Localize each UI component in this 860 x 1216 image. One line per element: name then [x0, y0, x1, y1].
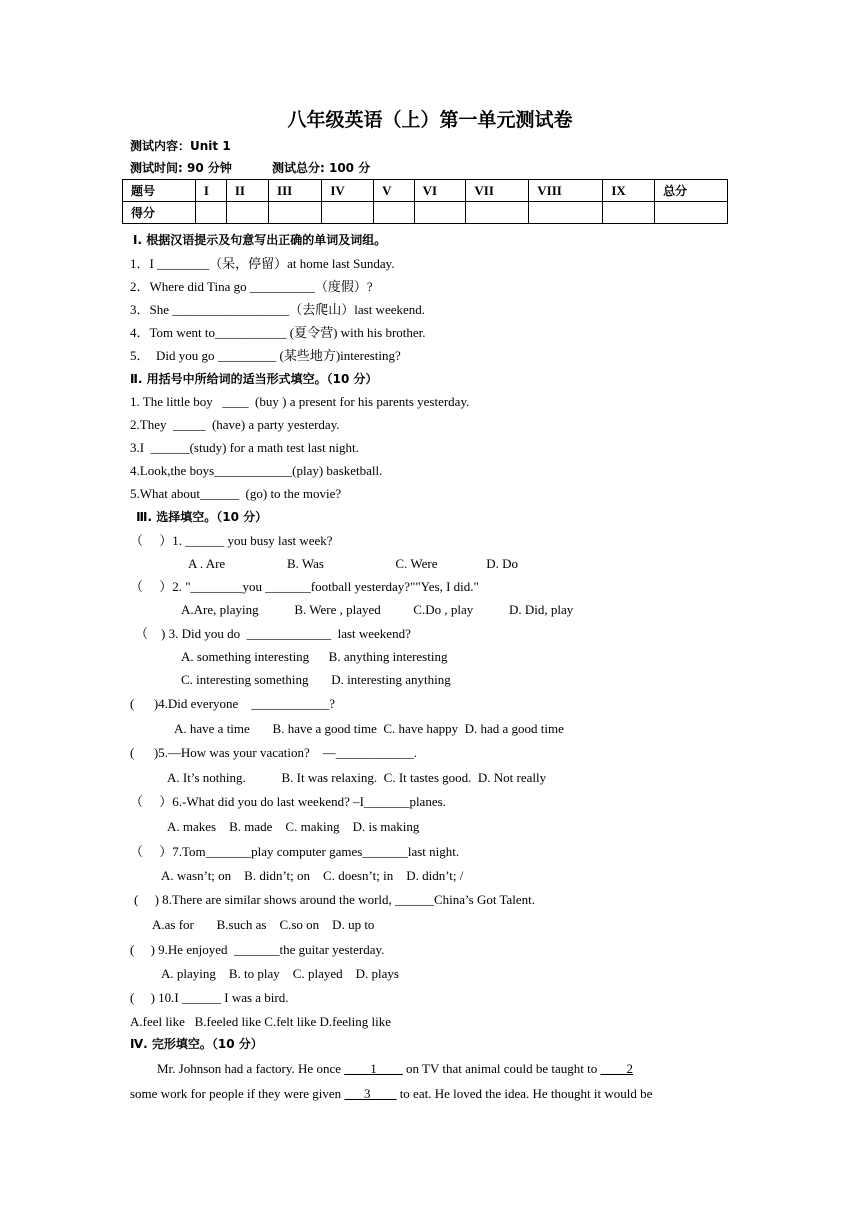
question-item: 3.I ______(study) for a math test last night. [130, 440, 359, 455]
question-item: 5． Did you go _________ (某些地方)interesting? [130, 348, 401, 363]
header-cell: 总分 [655, 180, 728, 202]
score-table-score-row [123, 202, 728, 224]
header-cell: VIII [529, 180, 603, 202]
test-time: 测试时间: 90 分钟 [130, 161, 232, 175]
answer-options: A. have a time B. have a good time C. have happy D. had a good time [174, 721, 564, 736]
question-item: ( ) 9.He enjoyed _______the guitar yesterday. [130, 942, 385, 957]
question-item: 5.What about______ (go) to the movie? [130, 486, 342, 501]
question-item: ( ) 10.I ______ I was a bird. [130, 990, 289, 1005]
cloze-paragraph-line-1 [157, 1061, 633, 1077]
score-row-label: 得分 [123, 202, 196, 224]
page-title: 八年级英语（上）第一单元测试卷 [287, 109, 573, 131]
section-2-heading: Ⅱ. 用括号中所给词的适当形式填空。（10 分） [130, 372, 378, 386]
question-item: ( )4.Did everyone ____________? [130, 696, 336, 711]
section-1-heading: Ⅰ. 根据汉语提示及句意写出正确的单词及词组。 [133, 233, 387, 247]
question-item: 1. The little boy ____ (buy ) a present for his parents yesterday. [130, 394, 470, 409]
section-4-heading: Ⅳ. 完形填空。（10 分） [130, 1037, 263, 1051]
cloze-blank-2: ____2 [600, 1061, 633, 1076]
answer-options: A. makes B. made C. making D. is making [167, 819, 420, 834]
header-cell: IV [322, 180, 374, 202]
header-cell: VI [414, 180, 466, 202]
cloze-text: to eat. He loved the idea. He thought it would be [396, 1086, 653, 1101]
question-item: 3．She __________________（去爬山）last weekend. [130, 302, 426, 317]
header-cell: IX [603, 180, 655, 202]
cloze-text: Mr. Johnson had a factory. He once [157, 1061, 345, 1076]
cloze-blank-3: ___3____ [344, 1086, 397, 1101]
score-cell[interactable] [603, 202, 655, 224]
section-3-heading: Ⅲ. 选择填空。（10 分） [132, 510, 268, 524]
answer-options: A.Are, playing B. Were , played C.Do , play D. Did, play [181, 602, 574, 617]
answer-options: A. wasn’t; on B. didn’t; on C. doesn’t; in D. didn’t; / [161, 868, 464, 883]
answer-options: A . Are B. Was C. Were D. Do [188, 556, 518, 571]
test-total-score: 测试总分: 100 分 [272, 161, 371, 175]
cloze-text: some work for people if they were given [130, 1086, 345, 1101]
answer-options: A.feel like B.feeled like C.felt like D.feeling like [130, 1014, 391, 1029]
test-content: 测试内容：Unit 1 [130, 139, 231, 153]
score-table-header-row [123, 180, 728, 202]
header-cell: III [269, 180, 322, 202]
score-cell[interactable] [269, 202, 322, 224]
question-item: 2．Where did Tina go __________（度假）? [130, 279, 373, 294]
question-item: （ ）6.-What did you do last weekend? –I_______planes. [130, 794, 446, 809]
cloze-paragraph-line-2 [130, 1086, 652, 1102]
header-cell: 题号 [123, 180, 196, 202]
score-table [122, 179, 728, 224]
question-item: 4.Look,the boys____________(play) basketball. [130, 463, 383, 478]
question-item: （ ）1. ______ you busy last week? [130, 533, 333, 548]
answer-options: A. something interesting B. anything interesting [181, 649, 448, 664]
score-cell[interactable] [322, 202, 374, 224]
question-item: 4．Tom went to___________ (夏令营) with his brother. [130, 325, 426, 340]
answer-options: A. It’s nothing. B. It was relaxing. C. It tastes good. D. Not really [167, 770, 547, 785]
score-cell[interactable] [414, 202, 466, 224]
question-item: ( )5.—How was your vacation? —____________. [130, 745, 418, 760]
cloze-blank-1: ____1____ [344, 1061, 403, 1076]
question-item: （ ) 3. Did you do _____________ last weekend? [135, 626, 411, 641]
header-cell: VII [466, 180, 529, 202]
score-cell[interactable] [374, 202, 415, 224]
question-item: （ ）2. "________you _______football yesterday?""Yes, I did." [130, 579, 479, 594]
question-item: 1．I ________（呆，停留）at home last Sunday. [130, 256, 395, 271]
question-item: ( ) 8.There are similar shows around the world, ______China’s Got Talent. [134, 892, 536, 907]
score-cell[interactable] [529, 202, 603, 224]
score-cell[interactable] [655, 202, 728, 224]
header-cell: I [195, 180, 226, 202]
cloze-text: on TV that animal could be taught to [402, 1061, 601, 1076]
answer-options: A.as for B.such as C.so on D. up to [152, 917, 375, 932]
score-cell[interactable] [466, 202, 529, 224]
score-cell[interactable] [195, 202, 226, 224]
header-cell: V [374, 180, 415, 202]
score-cell[interactable] [226, 202, 268, 224]
answer-options: A. playing B. to play C. played D. plays [161, 966, 399, 981]
answer-options: C. interesting something D. interesting anything [181, 672, 451, 687]
question-item: （ ）7.Tom_______play computer games_______last night. [130, 844, 460, 859]
header-cell: II [226, 180, 268, 202]
question-item: 2.They _____ (have) a party yesterday. [130, 417, 340, 432]
